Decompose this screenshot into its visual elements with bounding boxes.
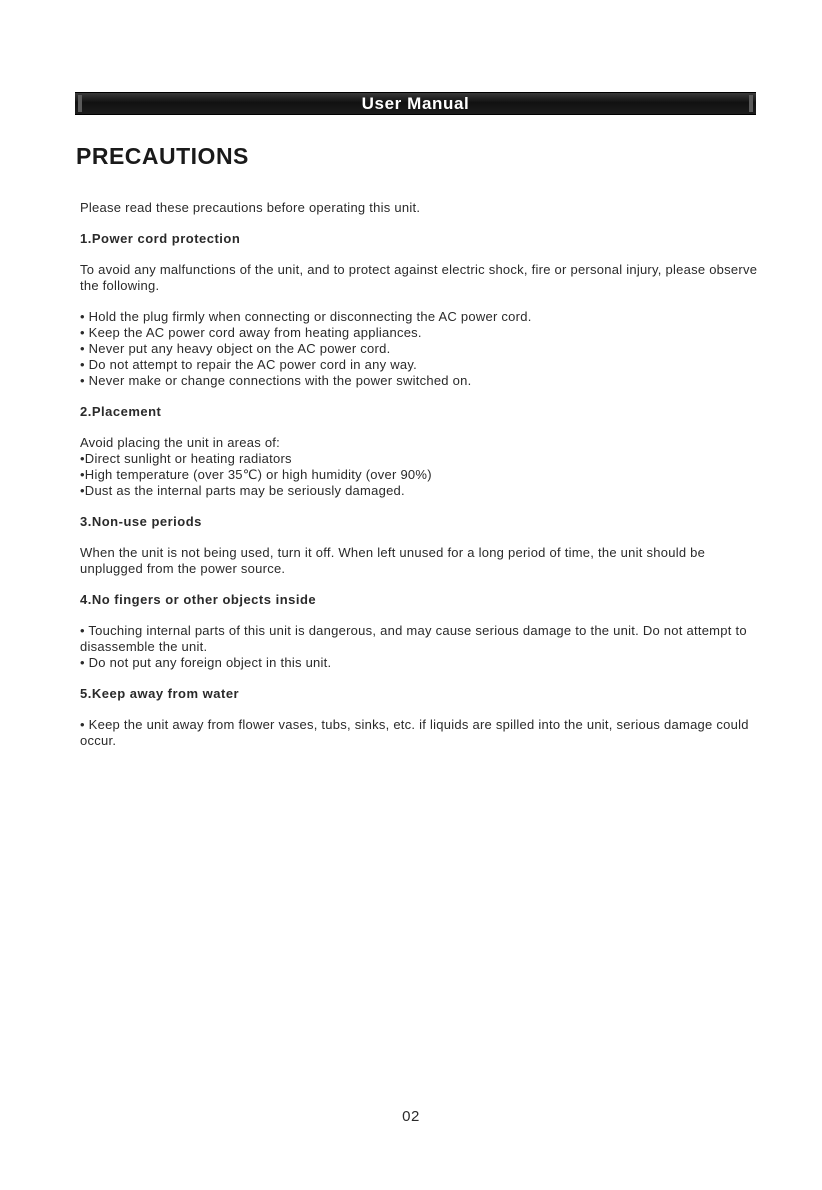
bullet-item: • Keep the AC power cord away from heating appliances. bbox=[80, 325, 422, 340]
section-no-fingers bbox=[80, 592, 760, 671]
header-title: User Manual bbox=[361, 94, 470, 113]
text-line: •Direct sunlight or heating radiators bbox=[80, 451, 292, 466]
bullet-item: • Do not attempt to repair the AC power cord in any way. bbox=[80, 357, 417, 372]
bullet-list bbox=[80, 717, 760, 749]
section-heading: 5.Keep away from water bbox=[80, 686, 240, 701]
section-power-cord bbox=[80, 231, 760, 389]
section-paragraph: When the unit is not being used, turn it off. When left unused for a long period of time, the unit should be unplugged from the power source. bbox=[80, 545, 706, 576]
text-line: Avoid placing the unit in areas of: bbox=[80, 435, 281, 450]
section-heading: 4.No fingers or other objects inside bbox=[80, 592, 317, 607]
bullet-item: • Never put any heavy object on the AC power cord. bbox=[80, 341, 391, 356]
bullet-list bbox=[80, 623, 760, 671]
page-number: 02 bbox=[402, 1108, 420, 1125]
text-line: •High temperature (over 35℃) or high humidity (over 90%) bbox=[80, 467, 432, 482]
bullet-item: • Never make or change connections with the power switched on. bbox=[80, 373, 472, 388]
text-line: •Dust as the internal parts may be seriously damaged. bbox=[80, 483, 405, 498]
section-paragraph: To avoid any malfunctions of the unit, and to protect against electric shock, fire or personal injury, please observe the following. bbox=[80, 262, 758, 293]
page-title: PRECAUTIONS bbox=[76, 143, 249, 169]
bullet-list bbox=[80, 309, 760, 389]
section-non-use bbox=[80, 514, 760, 577]
section-heading: 3.Non-use periods bbox=[80, 514, 202, 529]
section-heading: 1.Power cord protection bbox=[80, 231, 241, 246]
line-list bbox=[80, 435, 760, 499]
intro-text: Please read these precautions before operating this unit. bbox=[80, 200, 421, 215]
section-heading: 2.Placement bbox=[80, 404, 162, 419]
bullet-item: • Keep the unit away from flower vases, tubs, sinks, etc. if liquids are spilled into the unit, serious damage could occur. bbox=[80, 717, 749, 748]
bullet-item: • Do not put any foreign object in this unit. bbox=[80, 655, 332, 670]
bullet-item: • Hold the plug firmly when connecting or disconnecting the AC power cord. bbox=[80, 309, 532, 324]
section-placement bbox=[80, 404, 760, 499]
section-water bbox=[80, 686, 760, 749]
header-bar-right-cap bbox=[749, 95, 753, 112]
header-bar bbox=[75, 92, 756, 115]
content bbox=[80, 200, 760, 764]
bullet-item: • Touching internal parts of this unit is dangerous, and may cause serious damage to the unit. Do not attempt to disassemble the unit. bbox=[80, 623, 747, 654]
